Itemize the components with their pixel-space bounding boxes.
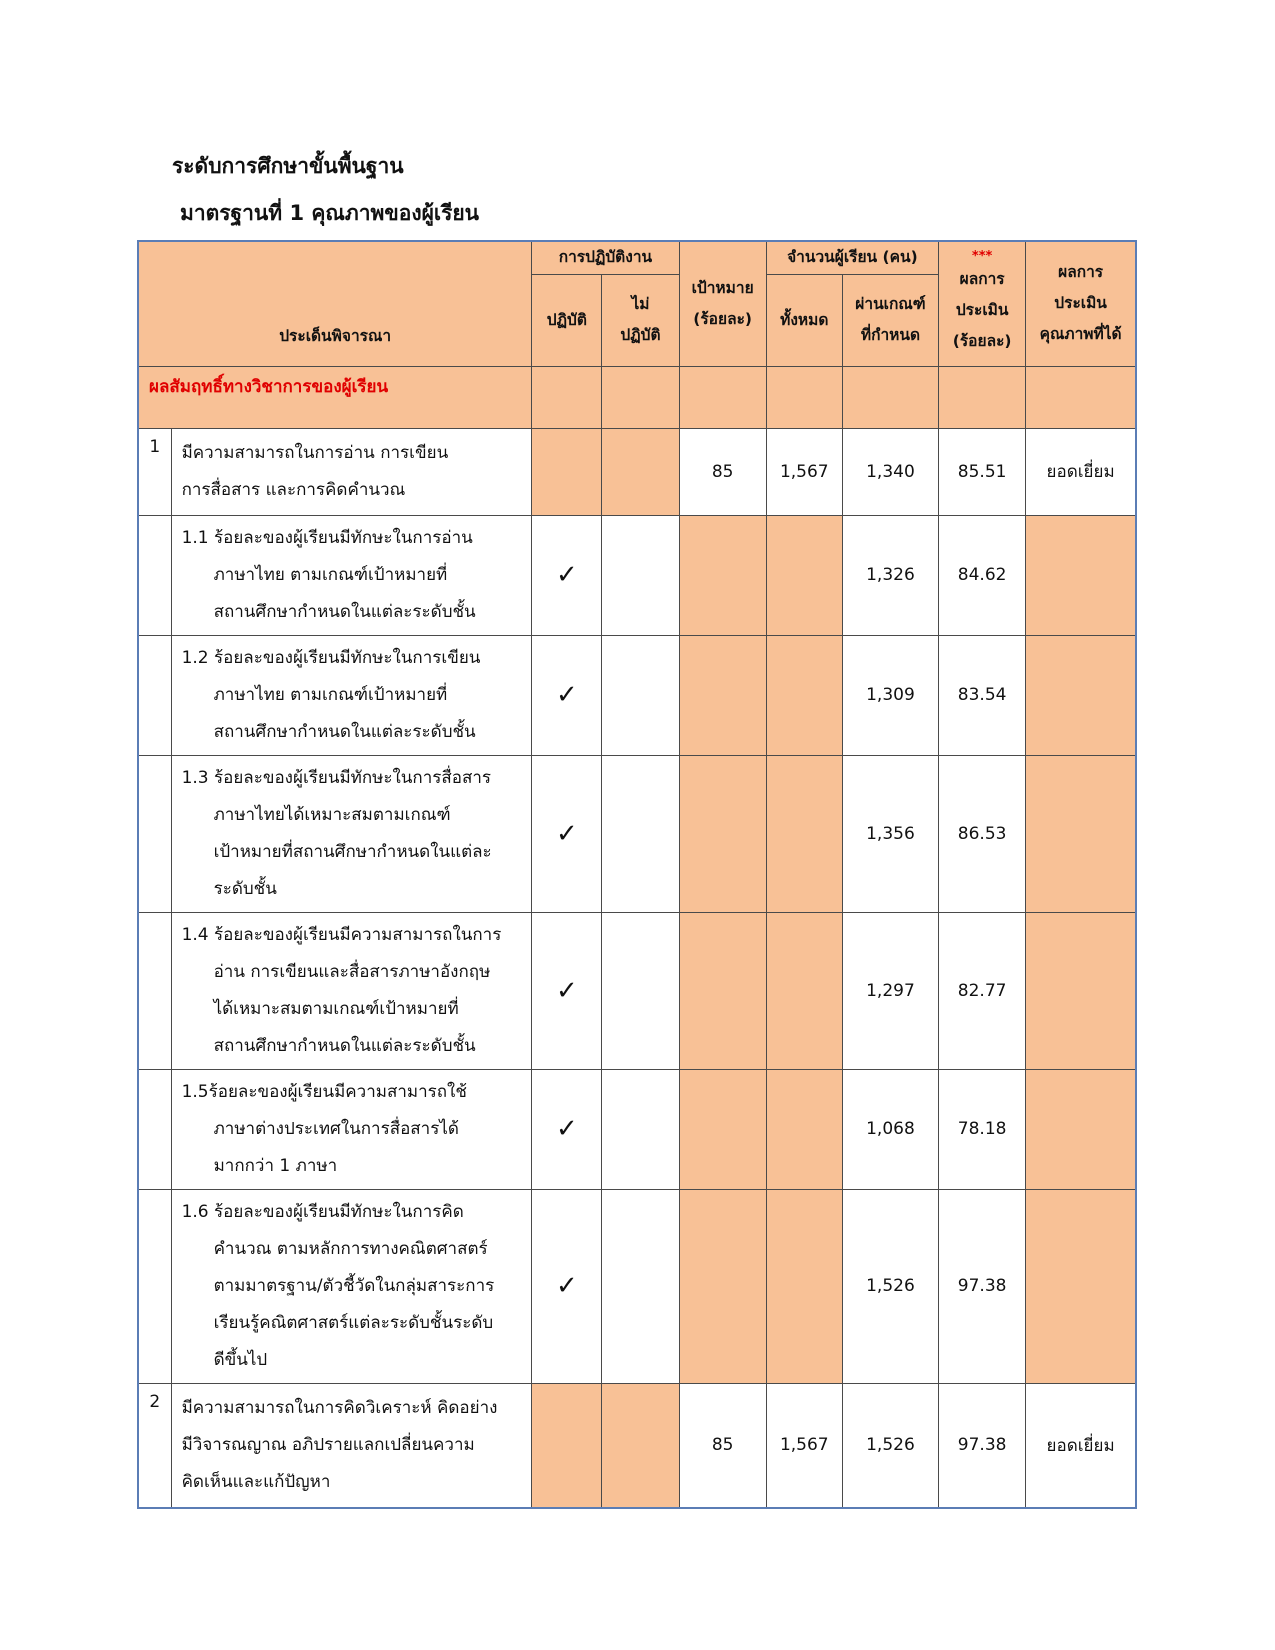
- section-cell: [1026, 366, 1136, 428]
- total-value: 1,567: [766, 428, 842, 515]
- total-value: 1,567: [766, 1383, 842, 1508]
- percent-value: 85.51: [939, 428, 1026, 515]
- target-cell: [679, 755, 766, 912]
- header-students-group: จำนวนผู้เรียน (คน): [766, 241, 938, 274]
- sub-topic: 1.1 ร้อยละของผู้เรียนมีทักษะในการอ่าน ภาษาไทย ตามเกณฑ์เป้าหมายที่ สถานศึกษากำหนดในแต่ละระดับชั้น: [171, 515, 532, 635]
- table-row-sub: [138, 1069, 1136, 1189]
- page-heading-level: ระดับการศึกษาขั้นพื้นฐาน: [172, 154, 404, 178]
- check-icon: ✓: [532, 515, 602, 635]
- total-cell: [766, 912, 842, 1069]
- not-practiced-cell: [602, 755, 679, 912]
- section-row: [138, 366, 1136, 428]
- percent-value: 97.38: [939, 1189, 1026, 1383]
- check-icon: ✓: [532, 635, 602, 755]
- section-cell: [532, 366, 602, 428]
- not-practiced-cell: [602, 635, 679, 755]
- section-cell: [602, 366, 679, 428]
- check-icon: ✓: [532, 1189, 602, 1383]
- blank-cell: [138, 635, 171, 755]
- header-total: ทั้งหมด: [766, 274, 842, 366]
- target-cell: [679, 912, 766, 1069]
- passed-value: 1,297: [842, 912, 938, 1069]
- total-cell: [766, 755, 842, 912]
- total-cell: [766, 1189, 842, 1383]
- total-cell: [766, 515, 842, 635]
- quality-cell: [1026, 1069, 1136, 1189]
- section-cell: [679, 366, 766, 428]
- header-result-percent: *** ผลการ ประเมิน (ร้อยละ): [939, 241, 1026, 366]
- table-row-item1: [138, 428, 1136, 515]
- not-practiced-cell: [602, 1069, 679, 1189]
- target-cell: [679, 515, 766, 635]
- check-icon: ✓: [532, 912, 602, 1069]
- passed-value: 1,068: [842, 1069, 938, 1189]
- table-row-sub: [138, 635, 1136, 755]
- assessment-table: [137, 240, 1137, 1509]
- blank-cell: [138, 755, 171, 912]
- passed-value: 1,526: [842, 1383, 938, 1508]
- passed-value: 1,526: [842, 1189, 938, 1383]
- percent-value: 84.62: [939, 515, 1026, 635]
- passed-value: 1,326: [842, 515, 938, 635]
- page-heading-standard: มาตรฐานที่ 1 คุณภาพของผู้เรียน: [180, 201, 480, 225]
- blank-cell: [138, 515, 171, 635]
- percent-value: 83.54: [939, 635, 1026, 755]
- table-row-sub: [138, 515, 1136, 635]
- percent-value: 86.53: [939, 755, 1026, 912]
- header-quality: ผลการ ประเมิน คุณภาพที่ได้: [1026, 241, 1136, 366]
- quality-cell: [1026, 635, 1136, 755]
- blank-cell: [138, 1069, 171, 1189]
- header-practiced: ปฏิบัติ: [532, 274, 602, 366]
- total-cell: [766, 1069, 842, 1189]
- header-not-practiced: ไม่ ปฏิบัติ: [602, 274, 679, 366]
- header-row-1: [138, 241, 1136, 274]
- table-row-sub: [138, 912, 1136, 1069]
- table-row-item2: [138, 1383, 1136, 1508]
- stars-marker: ***: [971, 249, 993, 265]
- item-number: 1: [138, 428, 171, 515]
- blank-cell: [138, 912, 171, 1069]
- sub-topic: 1.3 ร้อยละของผู้เรียนมีทักษะในการสื่อสาร ภาษาไทยได้เหมาะสมตามเกณฑ์ เป้าหมายที่สถานศึกษากำหนดในแต่ละ ระดับชั้น: [171, 755, 532, 912]
- percent-value: 97.38: [939, 1383, 1026, 1508]
- item-topic: มีความสามารถในการอ่าน การเขียน การสื่อสาร และการคิดคำนวณ: [171, 428, 532, 515]
- target-cell: [679, 1189, 766, 1383]
- header-topic: ประเด็นพิจารณา: [138, 241, 532, 366]
- quality-cell: [1026, 1189, 1136, 1383]
- passed-value: 1,340: [842, 428, 938, 515]
- not-practiced-cell: [602, 912, 679, 1069]
- sub-topic: 1.2 ร้อยละของผู้เรียนมีทักษะในการเขียน ภาษาไทย ตามเกณฑ์เป้าหมายที่ สถานศึกษากำหนดในแต่ละระดับชั้น: [171, 635, 532, 755]
- blank-cell: [138, 1189, 171, 1383]
- practiced-cell: [532, 1383, 602, 1508]
- practiced-cell: [532, 428, 602, 515]
- header-target: เป้าหมาย (ร้อยละ): [679, 241, 766, 366]
- not-practiced-cell: [602, 1383, 679, 1508]
- target-cell: [679, 635, 766, 755]
- total-cell: [766, 635, 842, 755]
- table-row-sub: [138, 755, 1136, 912]
- section-cell: [939, 366, 1026, 428]
- percent-value: 82.77: [939, 912, 1026, 1069]
- header-passed: ผ่านเกณฑ์ ที่กำหนด: [842, 274, 938, 366]
- quality-value: ยอดเยี่ยม: [1026, 1383, 1136, 1508]
- section-cell: [842, 366, 938, 428]
- check-icon: ✓: [532, 1069, 602, 1189]
- not-practiced-cell: [602, 428, 679, 515]
- quality-value: ยอดเยี่ยม: [1026, 428, 1136, 515]
- sub-topic: 1.6 ร้อยละของผู้เรียนมีทักษะในการคิด คำนวณ ตามหลักการทางคณิตศาสตร์ ตามมาตรฐาน/ตัวชี้วัดในกลุ่มสาระการ เรียนรู้คณิตศาสตร์แต่ละระดับชั้นระดับ ดีขึ้นไป: [171, 1189, 532, 1383]
- table-row-sub: [138, 1189, 1136, 1383]
- passed-value: 1,309: [842, 635, 938, 755]
- item-topic: มีความสามารถในการคิดวิเคราะห์ คิดอย่าง มีวิจารณญาณ อภิปรายแลกเปลี่ยนความ คิดเห็นและแก้ปัญหา: [171, 1383, 532, 1508]
- sub-topic: 1.4 ร้อยละของผู้เรียนมีความสามารถในการ อ่าน การเขียนและสื่อสารภาษาอังกฤษ ได้เหมาะสมตามเกณฑ์เป้าหมายที่ สถานศึกษากำหนดในแต่ละระดับชั้น: [171, 912, 532, 1069]
- sub-topic: 1.5ร้อยละของผู้เรียนมีความสามารถใช้ ภาษาต่างประเทศในการสื่อสารได้ มากกว่า 1 ภาษา: [171, 1069, 532, 1189]
- item-number: 2: [138, 1383, 171, 1508]
- not-practiced-cell: [602, 1189, 679, 1383]
- header-practice-group: การปฏิบัติงาน: [532, 241, 679, 274]
- target-value: 85: [679, 1383, 766, 1508]
- quality-cell: [1026, 515, 1136, 635]
- target-value: 85: [679, 428, 766, 515]
- passed-value: 1,356: [842, 755, 938, 912]
- target-cell: [679, 1069, 766, 1189]
- check-icon: ✓: [532, 755, 602, 912]
- section-cell: [766, 366, 842, 428]
- quality-cell: [1026, 912, 1136, 1069]
- section-title: ผลสัมฤทธิ์ทางวิชาการของผู้เรียน: [138, 366, 532, 428]
- quality-cell: [1026, 755, 1136, 912]
- not-practiced-cell: [602, 515, 679, 635]
- percent-value: 78.18: [939, 1069, 1026, 1189]
